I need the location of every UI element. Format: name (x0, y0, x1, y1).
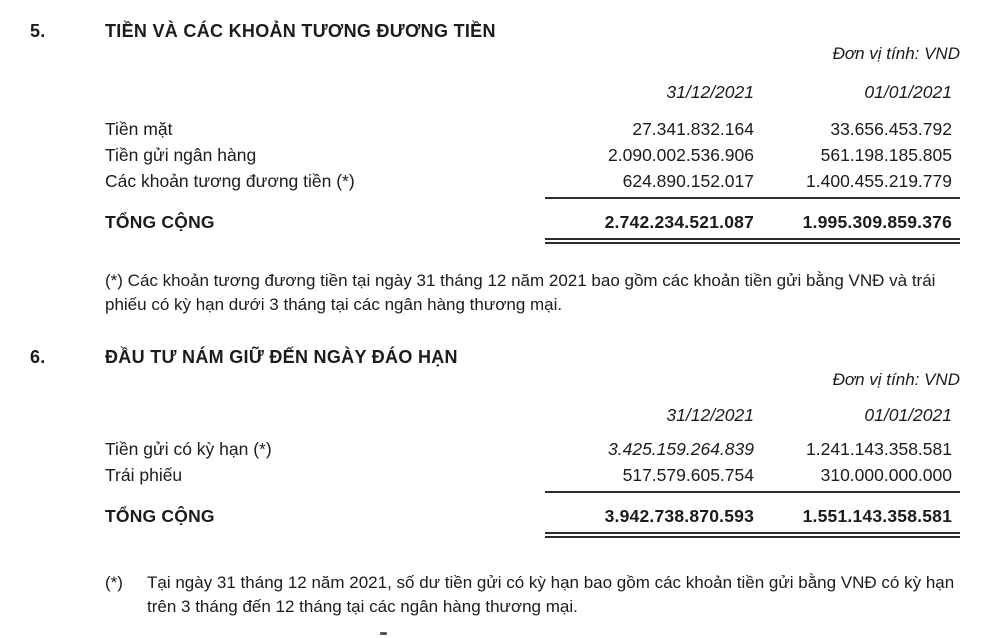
section-5-number: 5. (30, 21, 46, 41)
row-value-current: 27.341.832.164 (632, 119, 754, 139)
table-row (105, 116, 960, 142)
section-6-table-header (105, 402, 960, 428)
section-6-title: ĐẦU TƯ NÁM GIỮ ĐẾN NGÀY ĐÁO HẠN (105, 347, 458, 367)
row-label: Các khoản tương đương tiền (*) (105, 171, 355, 191)
total-value-prior: 1.995.309.859.376 (760, 209, 960, 244)
section-5-footnote: (*) Các khoản tương đương tiền tại ngày 31 tháng 12 năm 2021 bao gồm các khoản tiền gửi bằng VNĐ và trái phiếu có kỳ hạn dưới 3 tháng tại các ngân hàng thương mại. (105, 271, 936, 314)
col-header-current: 31/12/2021 (666, 82, 754, 102)
section-5 (30, 20, 960, 316)
row-label: Tiền mặt (105, 119, 173, 139)
row-value-current: 624.890.152.017 (545, 168, 760, 199)
section-5-table-header (105, 79, 960, 105)
row-label: Trái phiếu (105, 465, 183, 485)
total-value-current: 2.742.234.521.087 (545, 209, 760, 244)
table-row (105, 168, 960, 199)
total-row (105, 503, 960, 538)
section-5-heading (30, 20, 960, 42)
row-label: Tiền gửi có kỳ hạn (*) (105, 439, 272, 459)
row-value-prior: 1.241.143.358.581 (806, 439, 952, 459)
col-header-current: 31/12/2021 (666, 405, 754, 425)
row-value-prior: 33.656.453.792 (830, 119, 952, 139)
row-value-prior: 561.198.185.805 (820, 145, 952, 165)
table-row (105, 462, 960, 493)
section-6-heading (30, 346, 960, 368)
section-5-table-body (105, 116, 960, 199)
section-5-title: TIỀN VÀ CÁC KHOẢN TƯƠNG ĐƯƠNG TIỀN (105, 21, 496, 41)
col-header-prior: 01/01/2021 (864, 82, 952, 102)
col-header-prior: 01/01/2021 (864, 405, 952, 425)
section-5-table (105, 79, 960, 244)
total-label: TỔNG CỘNG (105, 212, 215, 232)
section-6-footnote (105, 571, 965, 618)
footnote-marker: (*) (105, 573, 123, 592)
total-row (105, 209, 960, 244)
scan-artifact (380, 632, 387, 635)
header-spacer (105, 402, 545, 428)
row-label: Tiền gửi ngân hàng (105, 145, 257, 165)
total-value-current: 3.942.738.870.593 (545, 503, 760, 538)
section-6-table-body (105, 436, 960, 493)
table-row (105, 436, 960, 462)
header-spacer (105, 79, 545, 105)
row-value-current: 3.425.159.264.839 (608, 439, 754, 459)
row-value-current: 517.579.605.754 (545, 462, 760, 493)
section-5-unit-label: Đơn vị tính: VND (832, 44, 960, 63)
row-value-current: 2.090.002.536.906 (608, 145, 754, 165)
row-value-prior: 310.000.000.000 (760, 462, 960, 493)
section-6-unit-label: Đơn vị tính: VND (832, 370, 960, 389)
section-6 (30, 346, 960, 618)
footnote-text: Tại ngày 31 tháng 12 năm 2021, số dư tiền gửi có kỳ hạn bao gồm các khoản tiền gửi bằng VNĐ có kỳ hạn trên 3 tháng đến 12 tháng tại các ngân hàng thương mại. (147, 573, 955, 616)
total-value-prior: 1.551.143.358.581 (760, 503, 960, 538)
total-label: TỔNG CỘNG (105, 506, 215, 526)
page-content (30, 20, 960, 618)
table-row (105, 142, 960, 168)
section-6-table (105, 402, 960, 538)
section-6-number: 6. (30, 347, 46, 367)
row-value-prior: 1.400.455.219.779 (760, 168, 960, 199)
